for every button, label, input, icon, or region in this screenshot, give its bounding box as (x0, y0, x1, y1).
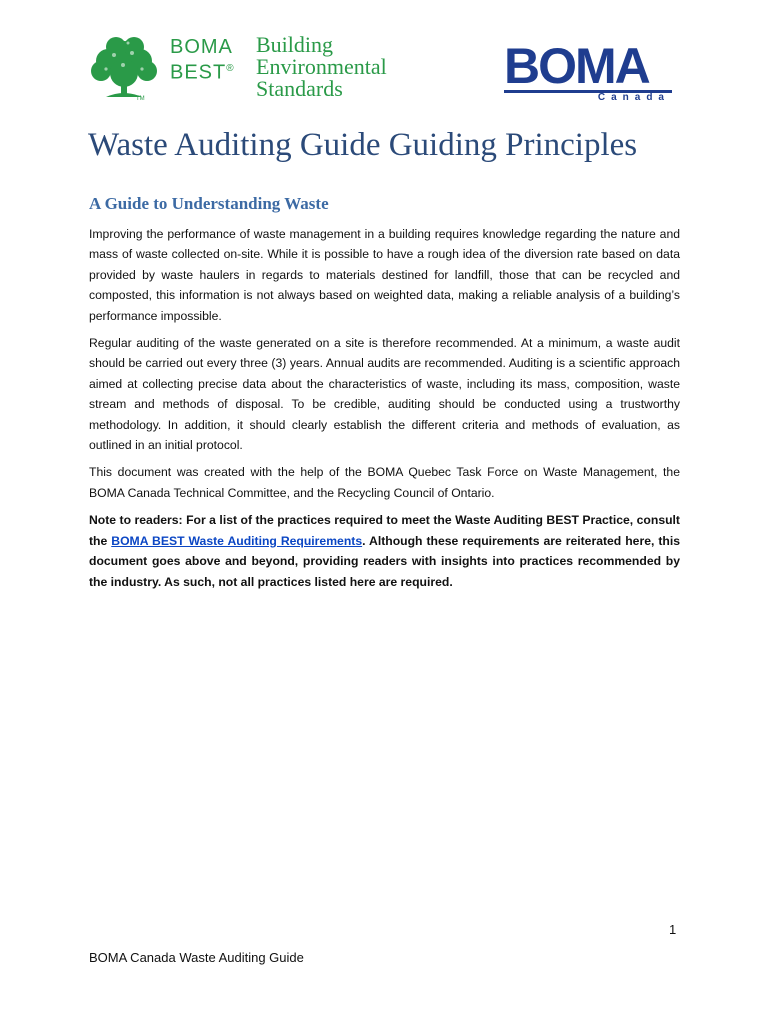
note-to-readers (89, 510, 680, 592)
note-text-after: . Although these requirements are reiterated here, this document goes above and beyond, providing readers with insights into practices recommended by the industry. As such, not all practices listed here are required. (89, 533, 680, 589)
boma-logo-bar (504, 90, 672, 104)
boma-logo-canada: Canada (597, 92, 670, 103)
body-paragraph: Improving the performance of waste management in a building requires knowledge regarding the nature and mass of waste collected on-site. While it is possible to have a rough idea of the diversion rate based on data provided by waste haulers in regards to materials destined for landfill, those that can be recycled and composted, this information is not always based on weighted data, making a reliable analysis of a building’s performance impossible. (89, 227, 680, 323)
footer-text: BOMA Canada Waste Auditing Guide (89, 950, 304, 965)
body-paragraph: This document was created with the help of the BOMA Quebec Task Force on Waste Management, the BOMA Canada Technical Committee, and the Recycling Council of Ontario. (89, 465, 680, 500)
requirements-link[interactable]: BOMA BEST Waste Auditing Requirements (111, 533, 363, 548)
best-tagline-line: Environmental (256, 54, 387, 79)
best-logo-line2-text: BEST (170, 61, 227, 84)
section-heading: A Guide to Understanding Waste (89, 194, 329, 213)
trademark-mark: TM (136, 96, 145, 102)
boma-canada-logo (504, 38, 672, 104)
best-tagline (256, 34, 416, 100)
best-tagline-line: Building (256, 32, 334, 57)
body-paragraph: Regular auditing of the waste generated on a site is therefore recommended. At a minimum, a waste audit should be carried out every three (3) years. Annual audits are recommended. Auditing is a scientific approach aimed at collecting precise data about the characteristics of waste, including its mass, composition, waste stream and methods of disposal. To be credible, auditing should be conducted using a trustworthy methodology. In addition, it should clearly establish the different criteria and methods of evaluation, as outlined in an initial protocol. (89, 336, 680, 453)
note-text-before: Note to readers: For a list of the practices required to meet the Waste Auditing BEST Practice, consult the (89, 513, 680, 548)
tree-icon (88, 35, 160, 101)
page-number: 1 (669, 922, 677, 937)
boma-logo-word: BOMA (504, 38, 649, 94)
page-title: Waste Auditing Guide Guiding Principles (88, 127, 638, 163)
best-logo-line1: BOMA (170, 36, 233, 58)
best-tagline-line: Standards (256, 76, 343, 101)
best-logo-line2 (170, 59, 235, 83)
document-body (89, 224, 680, 599)
registered-mark: ® (226, 63, 235, 74)
boma-best-logo (88, 33, 408, 103)
